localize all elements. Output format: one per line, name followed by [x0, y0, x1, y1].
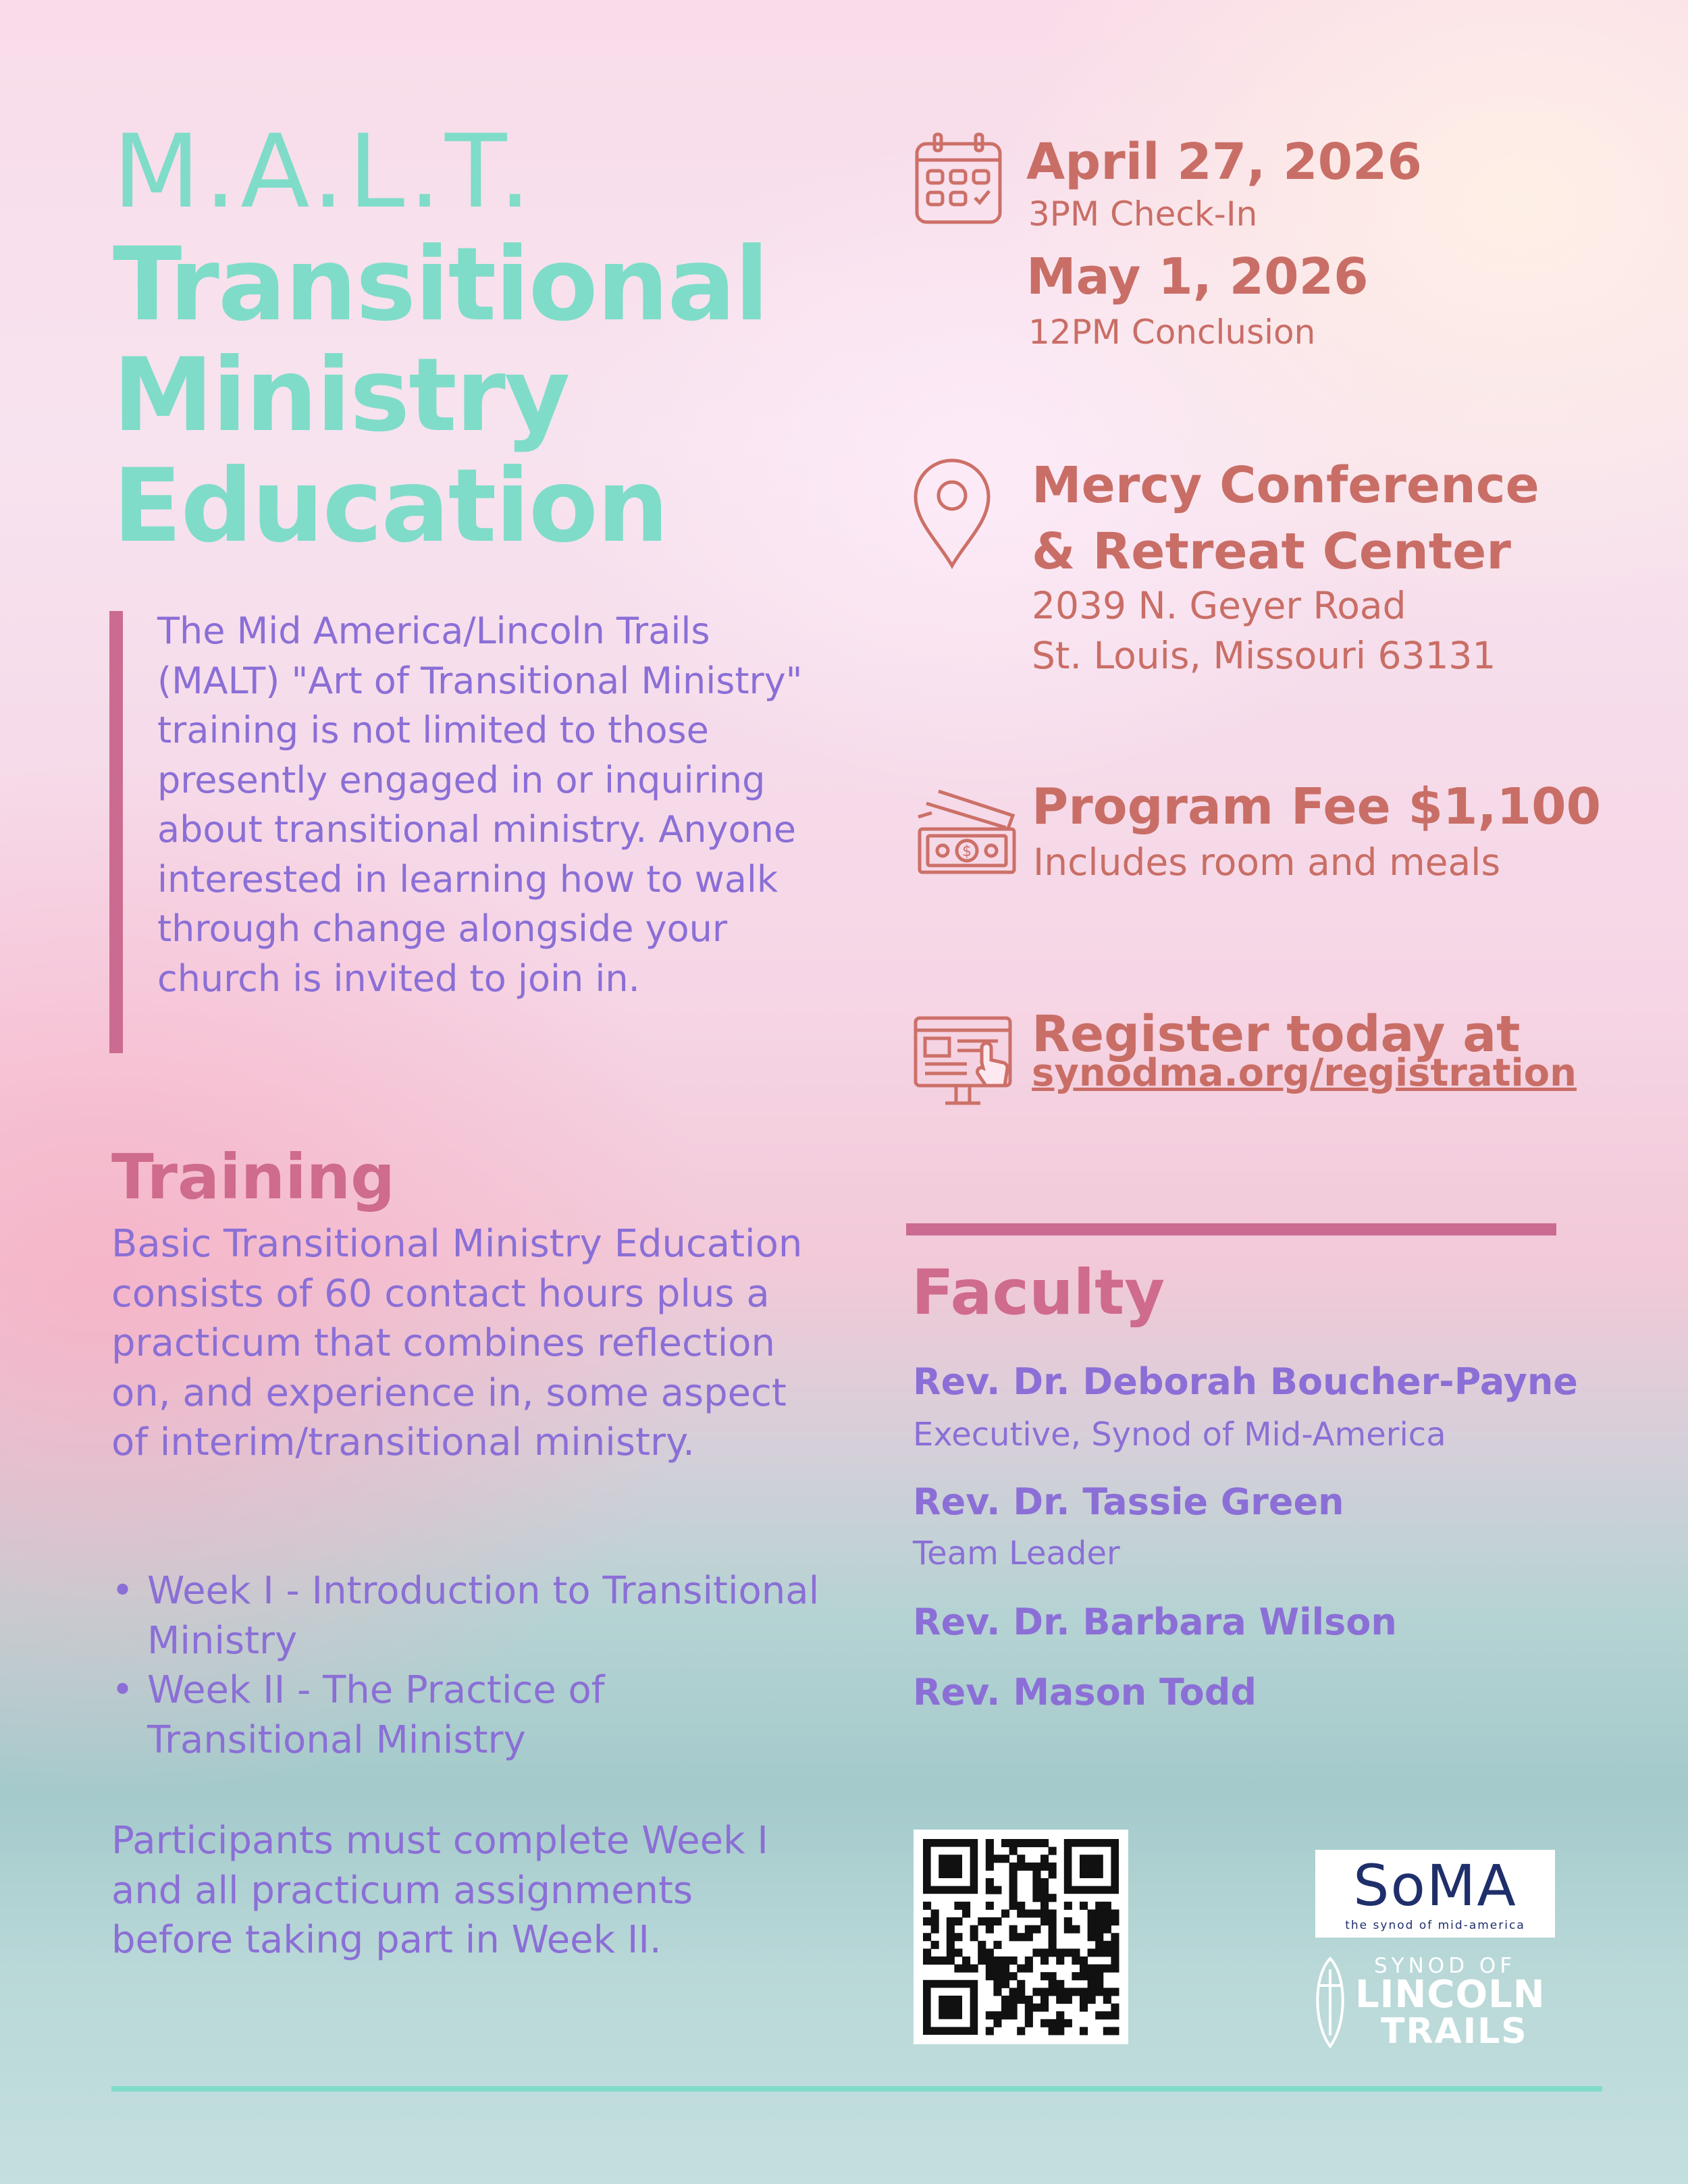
lincoln-trails-logo — [1307, 1954, 1563, 2052]
conclusion-time: 12PM Conclusion — [1028, 313, 1316, 352]
soma-logo-tagline: the synod of mid-america — [1345, 1919, 1525, 1932]
list-item — [111, 1566, 820, 1666]
lincoln-trails-line2: LINCOLN — [1355, 1973, 1546, 2017]
venue-address — [1032, 581, 1496, 681]
footer-rule — [111, 2086, 1602, 2092]
title-line-ministry: Ministry — [113, 337, 569, 454]
title-line-transitional: Transitional — [113, 226, 768, 344]
faculty-name-wilson: Rev. Dr. Barbara Wilson — [913, 1601, 1397, 1643]
end-date: May 1, 2026 — [1026, 248, 1369, 306]
title-line-education: Education — [113, 448, 668, 565]
program-fee: Program Fee $1,100 — [1032, 778, 1602, 836]
training-description: Basic Transitional Ministry Education consists of 60 contact hours plus a practicum that combines reflection on, and experience in, some aspect of interim/transitional ministry. — [111, 1222, 803, 1464]
week-two-label: Week II - The Practice of Transitional Ministry — [147, 1668, 605, 1762]
venue-name-line2: & Retreat Center — [1032, 523, 1511, 581]
lincoln-trails-line1: SYNOD OF — [1374, 1954, 1516, 1978]
svg-text:$: $ — [962, 843, 972, 860]
intro-accent-bar — [109, 611, 123, 1053]
faculty-name-todd: Rev. Mason Todd — [913, 1671, 1257, 1713]
soma-logo-word: SoMA — [1353, 1853, 1517, 1919]
fish-cross-icon — [1307, 1956, 1354, 2049]
section-divider — [906, 1223, 1556, 1235]
address-city: St. Louis, Missouri 63131 — [1032, 634, 1496, 677]
venue-name-line1: Mercy Conference — [1032, 456, 1539, 514]
register-heading: Register today at — [1032, 1005, 1521, 1063]
calendar-icon — [913, 132, 1004, 226]
faculty-role-green: Team Leader — [913, 1535, 1120, 1572]
registration-link[interactable]: synodma.org/registration — [1032, 1051, 1577, 1095]
training-week-list — [111, 1566, 820, 1765]
computer-click-icon — [913, 1013, 1018, 1114]
week-one-label: Week I - Introduction to Transitional Ministry — [147, 1569, 820, 1663]
fee-includes: Includes room and meals — [1033, 841, 1501, 884]
faculty-heading: Faculty — [912, 1256, 1165, 1329]
faculty-name-green: Rev. Dr. Tassie Green — [913, 1481, 1344, 1523]
bullet-marker: • — [111, 1569, 134, 1613]
money-icon — [912, 783, 1020, 878]
bullet-marker: • — [111, 1668, 134, 1712]
participation-note: Participants must complete Week I and all practicum assignments before taking part in Week II. — [111, 1819, 768, 1962]
check-in-time: 3PM Check-In — [1028, 194, 1258, 234]
venue-name — [1032, 452, 1539, 585]
training-heading: Training — [111, 1141, 396, 1213]
intro-paragraph: The Mid America/Lincoln Trails (MALT) "Art of Transitional Ministry" training is not limited to those presently engaged in or inquiring about transitional ministry. Anyone interested in learning how to walk through change alongside your church is invited to join in. — [157, 610, 803, 1000]
title-acronym: M.A.L.T. — [113, 113, 535, 231]
map-pin-icon — [912, 458, 993, 569]
soma-logo — [1315, 1850, 1555, 1938]
lincoln-trails-line3: TRAILS — [1381, 2011, 1528, 2052]
qr-code[interactable] — [914, 1830, 1128, 2044]
list-item — [111, 1666, 820, 1765]
page-title — [113, 226, 768, 565]
faculty-role-boucher-payne: Executive, Synod of Mid-America — [913, 1416, 1446, 1454]
address-street: 2039 N. Geyer Road — [1032, 584, 1406, 627]
start-date: April 27, 2026 — [1026, 133, 1423, 191]
faculty-name-boucher-payne: Rev. Dr. Deborah Boucher-Payne — [913, 1360, 1578, 1403]
